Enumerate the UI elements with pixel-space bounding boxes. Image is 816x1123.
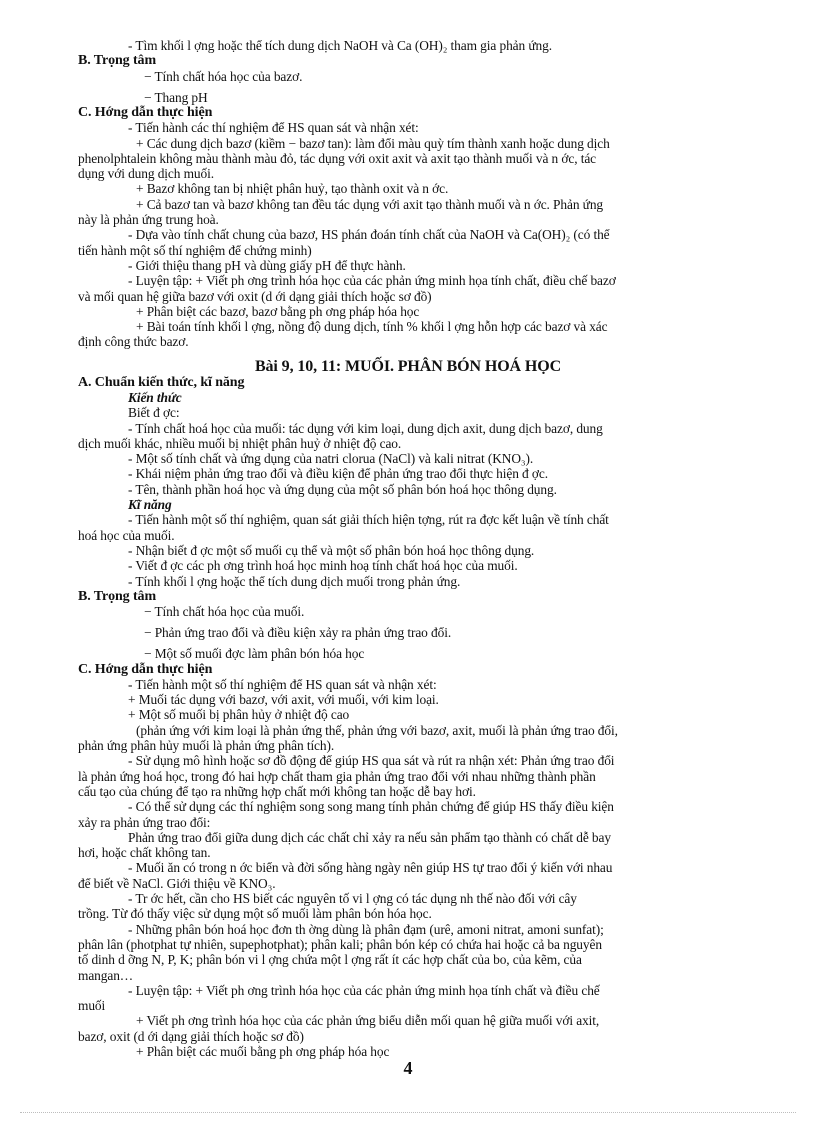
- text-line: + Bài toán tính khối l ợng, nồng độ dung dịch, tính % khối l ợng hỗn hợp các bazơ và xác: [136, 319, 608, 335]
- text-line: - Những phân bón hoá học đơn th ờng dùng là phân đạm (urê, amoni nitrat, amoni sunfat);: [128, 921, 604, 937]
- section-heading: C. Hớng dẫn thực hiện: [78, 104, 213, 120]
- text-line: - Tiến hành một số thí nghiệm để HS quan sát và nhận xét:: [128, 676, 437, 692]
- text-line: mangan…: [78, 967, 134, 983]
- text-line: - Tiến hành một số thí nghiệm, quan sát giải thích hiện tợng, rút ra đợc kết luận về tính chất: [128, 512, 609, 528]
- text-line: và mối quan hệ giữa bazơ với oxit (d ới dạng giải thích hoặc sơ đồ): [78, 288, 432, 304]
- text-line: bazơ, oxit (d ới dạng giải thích hoặc sơ đồ): [78, 1028, 304, 1044]
- text-line: - Tìm khối l ợng hoặc thể tích dung dịch NaOH và Ca (OH)₂ tham gia phản ứng.: [128, 38, 552, 53]
- text-line: - Dựa vào tính chất chung của bazơ, HS phán đoán tính chất của NaOH và Ca(OH)₂ (có thể: [128, 227, 610, 243]
- text-line: xảy ra phản ứng trao đổi:: [78, 814, 211, 830]
- sub-heading: Kĩ năng: [128, 497, 172, 512]
- text-line: để biết về NaCl. Giới thiệu về KNO₃.: [78, 875, 276, 891]
- text-line: + Phân biệt các muối bằng ph ơng pháp hóa học: [136, 1044, 390, 1059]
- text-line: - Tiến hành các thí nghiệm để HS quan sát và nhận xét:: [128, 120, 419, 136]
- text-line: - Muối ăn có trong n ớc biển và đời sống hàng ngày nên giúp HS tự trao đổi ý kiến với nhau: [128, 860, 613, 876]
- text-line: này là phản ứng trung hoà.: [78, 212, 219, 227]
- text-line: trồng. Từ đó thấy việc sử dụng một số muối làm phân bón hóa học.: [78, 906, 432, 922]
- sub-heading: Kiến thức: [128, 389, 182, 405]
- section-title: Bài 9, 10, 11: MUỐI. PHÂN BÓN HOÁ HỌC: [254, 358, 562, 376]
- text-line: là phản ứng hoá học, trong đó hai hợp chất tham gia phản ứng trao đổi với nhau những thành phần: [78, 768, 596, 784]
- section-heading: B. Trọng tâm: [78, 53, 157, 69]
- text-line: - Khái niệm phản ứng trao đổi và điều kiện để phản ứng trao đổi thực hiện đ ợc.: [128, 466, 548, 482]
- text-line: − Thang pH: [144, 89, 208, 105]
- text-line: tố dinh d ỡng N, P, K; phân bón vi l ợng chứa một l ợng rất ít các hợp chất của bo, của kẽm, của: [78, 952, 582, 968]
- text-line: định công thức bazơ.: [78, 334, 189, 350]
- text-line: + Phân biệt các bazơ, bazơ bằng ph ơng pháp hóa học: [136, 303, 420, 319]
- text-line: tiến hành một số thí nghiệm để chứng minh): [78, 242, 312, 258]
- text-line: + Các dung dịch bazơ (kiềm − bazơ tan): làm đổi màu quỳ tím thành xanh hoặc dung dịch: [136, 135, 610, 151]
- text-line: dụng với dung dịch muối.: [78, 166, 214, 182]
- section-heading: C. Hớng dẫn thực hiện: [78, 661, 213, 677]
- text-line: - Có thể sử dụng các thí nghiệm song song mang tính phản chứng để giúp HS thấy điều kiện: [128, 799, 614, 815]
- section-heading: B. Trọng tâm: [78, 588, 157, 604]
- text-line: + Một số muối bị phân hủy ở nhiệt độ cao: [128, 707, 350, 723]
- text-line: - Giới thiệu thang pH và dùng giấy pH để thực hành.: [128, 257, 406, 273]
- text-line: hoá học của muối.: [78, 527, 175, 543]
- text-line: Phản ứng trao đổi giữa dung dịch các chất chỉ xảy ra nếu sản phẩm tạo thành có chất dễ bay: [128, 829, 611, 845]
- text-line: cấu tạo của chúng để tạo ra những hợp chất mới không tan hoặc dễ bay hơi.: [78, 783, 476, 799]
- text-line: − Phản ứng trao đổi và điều kiện xảy ra phản ứng trao đổi.: [144, 625, 452, 641]
- footer-rule: [20, 1112, 796, 1113]
- text-line: (phản ứng với kim loại là phản ứng thế, phản ứng với bazơ, axit, muối là phản ứng trao đổi,: [136, 722, 618, 738]
- text-line: − Tính chất hóa học của bazơ.: [144, 68, 303, 84]
- page-number: 4: [403, 1058, 413, 1078]
- text-line: dịch muối khác, nhiều muối bị nhiệt phân huỷ ở nhiệt độ cao.: [78, 435, 402, 451]
- text-line: - Một số tính chất và ứng dụng của natri clorua (NaCl) và kali nitrat (KNO₃).: [128, 451, 534, 467]
- text-line: + Muối tác dụng với bazơ, với axit, với muối, với kim loại.: [128, 692, 439, 708]
- text-line: Biết đ ợc:: [128, 405, 180, 421]
- text-line: - Nhận biết đ ợc một số muối cụ thể và một số phân bón hoá học thông dụng.: [128, 542, 535, 558]
- text-line: + Cả bazơ tan và bazơ không tan đều tác dụng với axit tạo thành muối và n ớc. Phản ứng: [136, 196, 604, 212]
- text-line: - Tên, thành phần hoá học và ứng dụng của một số phân bón hoá học thông dụng.: [128, 481, 557, 497]
- section-heading: A. Chuẩn kiến thức, kĩ năng: [78, 374, 245, 390]
- text-line: + Bazơ không tan bị nhiệt phân huỷ, tạo thành oxit và n ớc.: [136, 181, 449, 197]
- text-line: − Một số muối đợc làm phân bón hóa học: [144, 646, 365, 662]
- text-line: - Tính chất hoá học của muối: tác dụng với kim loại, dung dịch axit, dung dịch bazơ, dung: [128, 420, 603, 436]
- text-line: hơi, hoặc chất không tan.: [78, 845, 211, 861]
- text-line: phenolphtalein không màu thành màu đỏ, tác dụng với oxit axit và axit tạo thành muối và n ớc, tác: [78, 150, 597, 166]
- text-line: + Viết ph ơng trình hóa học của các phản ứng biểu diễn mối quan hệ giữa muối với axit,: [136, 1013, 600, 1029]
- text-line: - Sử dụng mô hình hoặc sơ đồ động để giúp HS qua sát và rút ra nhận xét: Phản ứng trao đổi: [128, 753, 615, 769]
- text-line: - Luyện tập: + Viết ph ơng trình hóa học của các phản ứng minh họa tính chất và điều chế: [128, 982, 600, 998]
- text-line: - Viết đ ợc các ph ơng trình hoá học minh hoạ tính chất hoá học của muối.: [128, 558, 518, 574]
- text-line: muối: [78, 998, 106, 1014]
- text-line: - Tính khối l ợng hoặc thể tích dung dịch muối trong phản ứng.: [128, 573, 461, 589]
- text-line: phản ứng phân hủy muối là phản ứng phân tích).: [78, 738, 335, 753]
- text-line: phân lân (photphat tự nhiên, supephotphat); phân kali; phân bón kép có chứa hai hoặc cả ba nguyên: [78, 936, 602, 952]
- text-line: − Tính chất hóa học của muối.: [144, 604, 305, 620]
- text-line: - Tr ớc hết, cần cho HS biết các nguyên tố vi l ợng có tác dụng nh thế nào đối với cây: [128, 891, 577, 906]
- text-line: - Luyện tập: + Viết ph ơng trình hóa học của các phản ứng minh họa tính chất, điều chế bazơ: [128, 273, 616, 289]
